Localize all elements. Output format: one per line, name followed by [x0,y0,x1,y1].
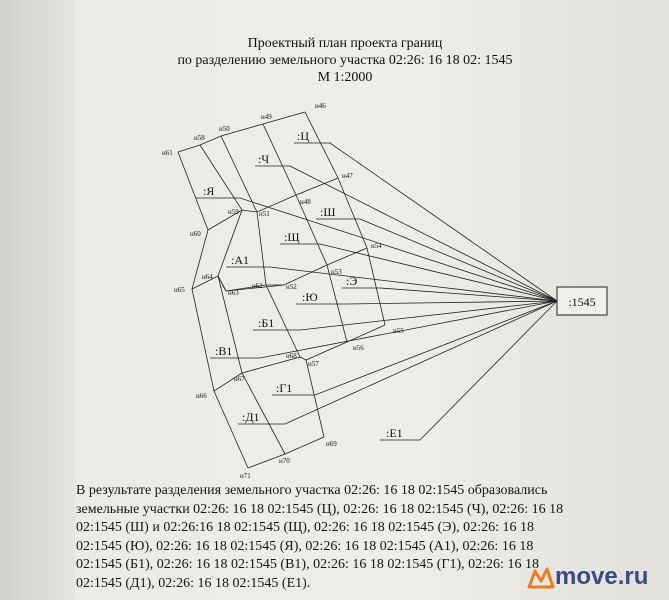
point-label-n48: н48 [300,198,311,206]
point-label-n51: н51 [259,210,270,218]
parcel-label-ch: :Ч [258,152,270,166]
parcel-label-c: :Ц [297,129,309,143]
point-label-n65: н65 [174,286,185,294]
point-label-n58: н58 [194,134,205,142]
boundary-line [178,112,305,152]
parcel-label-yu: :Ю [302,290,318,304]
point-label-n68: н68 [286,352,297,360]
parcel-label-b1: :Б1 [258,316,275,330]
point-label-n46: н46 [315,102,326,110]
point-label-n61: н61 [162,149,173,157]
parcel-label-sh: :Ш [320,205,336,219]
point-label-n52: н52 [286,283,297,291]
leader-line-ch [255,166,557,301]
boundary-line [178,152,248,468]
result-line: земельные участки 02:26: 16 18 02:1545 (Ц), 02:26: 16 18 02:1545 (Ч), 02:26: 16 18 [76,501,564,517]
point-label-n71: н71 [240,472,251,480]
leader-line-sh [316,219,557,301]
leader-line-b1 [253,301,557,330]
point-label-n60: н60 [190,230,201,238]
leader-line-yu [296,301,557,304]
parcel-label-shch: :Щ [284,230,300,244]
target-parcel-label: :1545 [568,295,596,309]
boundary-line [208,178,338,230]
watermark-text: move.ru [555,563,649,590]
point-label-n70: н70 [279,457,290,465]
parcel-label-e: :Э [346,274,358,288]
result-line: 02:1545 (Д1), 02:26: 16 18 02:1545 (Е1). [76,575,311,591]
point-label-n53: н53 [331,268,342,276]
plan-subtitle: по разделению земельного участка 02:26: 16 18 02: 1545 [177,53,513,68]
point-label-n59: н59 [228,208,239,216]
point-label-n62: н62 [252,282,263,290]
point-label-n57: н57 [308,360,319,368]
point-label-n67: н67 [234,375,245,383]
point-label-n55: н55 [393,327,404,335]
parcel-label-g1: :Г1 [276,381,293,395]
leader-line-e1 [380,301,557,440]
move-logo-icon [527,565,555,589]
point-label-n69: н69 [326,440,337,448]
parcel-label-ya: :Я [203,184,215,198]
parcel-label-e1: :Е1 [386,426,403,440]
leader-line-g1 [272,301,557,395]
point-label-n63: н63 [228,289,239,297]
point-label-n64: н64 [202,273,213,281]
parcel-label-a1: :А1 [231,253,249,267]
point-label-n66: н66 [196,392,207,400]
leader-line-c [294,143,557,301]
parcel-label-d1: :Д1 [242,410,260,424]
point-label-n56: н56 [353,344,364,352]
point-label-n54: н54 [371,242,382,250]
result-line: В результате разделения земельного участка 02:26: 16 18 02:1545 образовались [76,483,548,498]
leader-line-a1 [226,267,557,301]
leader-line-e [342,288,557,301]
parcel-label-v1: :В1 [215,344,233,358]
point-label-n49: н49 [261,113,272,121]
boundary-line [306,360,324,437]
plan-scale: М 1:2000 [317,70,373,85]
result-line: 02:1545 (Ш) и 02:26:16 18 02:1545 (Щ), 02:26: 16 18 02:1545 (Э), 02:26: 16 18 [76,520,534,535]
point-label-n47: н47 [342,172,353,180]
point-label-n50: н50 [219,125,230,133]
watermark [527,562,648,592]
result-line: 02:1545 (Ю), 02:26: 16 18 02:1545 (Я), 02:26: 16 18 02:1545 (А1), 02:26: 16 18 [76,538,534,554]
boundary-line [263,124,347,342]
result-line: 02:1545 (Б1), 02:26: 16 18 02:1545 (В1), 02:26: 16 18 02:1545 (Г1), 02:26: 16 18 [76,557,539,572]
plan-title: Проектный план проекта границ [247,36,443,51]
